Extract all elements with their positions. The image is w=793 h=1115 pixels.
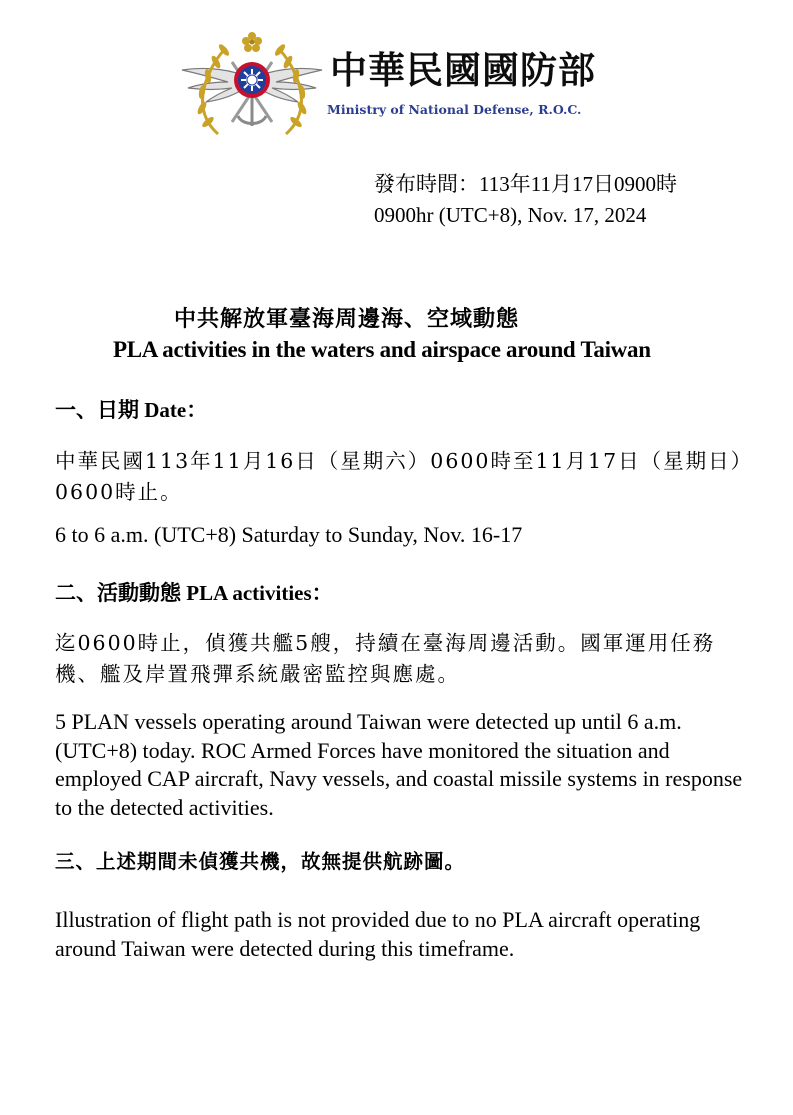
date-paragraph-en: 6 to 6 a.m. (UTC+8) Saturday to Sunday, Nov. 16-17 bbox=[55, 522, 523, 547]
org-name-zh: 中華民國國防部 bbox=[330, 49, 596, 92]
section-heading-date: 一、日期 Date： bbox=[55, 398, 208, 422]
section-heading-activities: 二、活動動態 PLA activities： bbox=[55, 581, 333, 605]
date-paragraph-zh: 中華民國113年11月16日（星期六）0600時至11月17日（星期日）0600時止。 bbox=[55, 449, 743, 504]
activities-paragraph-en: 5 PLAN vessels operating around Taiwan were detected up until 6 a.m. (UTC+8) today. ROC Armed Forces have monitored the situation and employed CAP aircraft, Navy vessels, and coastal missile systems in response to the detected activities. bbox=[55, 709, 743, 820]
release-time-en: 0900hr (UTC+8), Nov. 17, 2024 bbox=[374, 203, 647, 227]
page-title-en: PLA activities in the waters and airspace around Taiwan bbox=[113, 337, 651, 362]
mnd-emblem-icon bbox=[178, 30, 326, 138]
activities-paragraph-zh: 迄0600時止，偵獲共艦5艘，持續在臺海周邊活動。國軍運用任務機、艦及岸置飛彈系統嚴密監控與應處。 bbox=[55, 631, 716, 686]
no-aircraft-paragraph-en: Illustration of flight path is not provided due to no PLA aircraft operating around Taiwan were detected during this timeframe. bbox=[55, 907, 701, 961]
page-title-zh: 中共解放軍臺海周邊海、空域動態 bbox=[174, 306, 520, 332]
org-name-en: Ministry of National Defense, R.O.C. bbox=[327, 102, 582, 117]
section-heading-no-aircraft: 三、上述期間未偵獲共機，故無提供航跡圖。 bbox=[55, 850, 466, 873]
release-time-zh: 發布時間：113年11月17日0900時 bbox=[374, 172, 677, 196]
